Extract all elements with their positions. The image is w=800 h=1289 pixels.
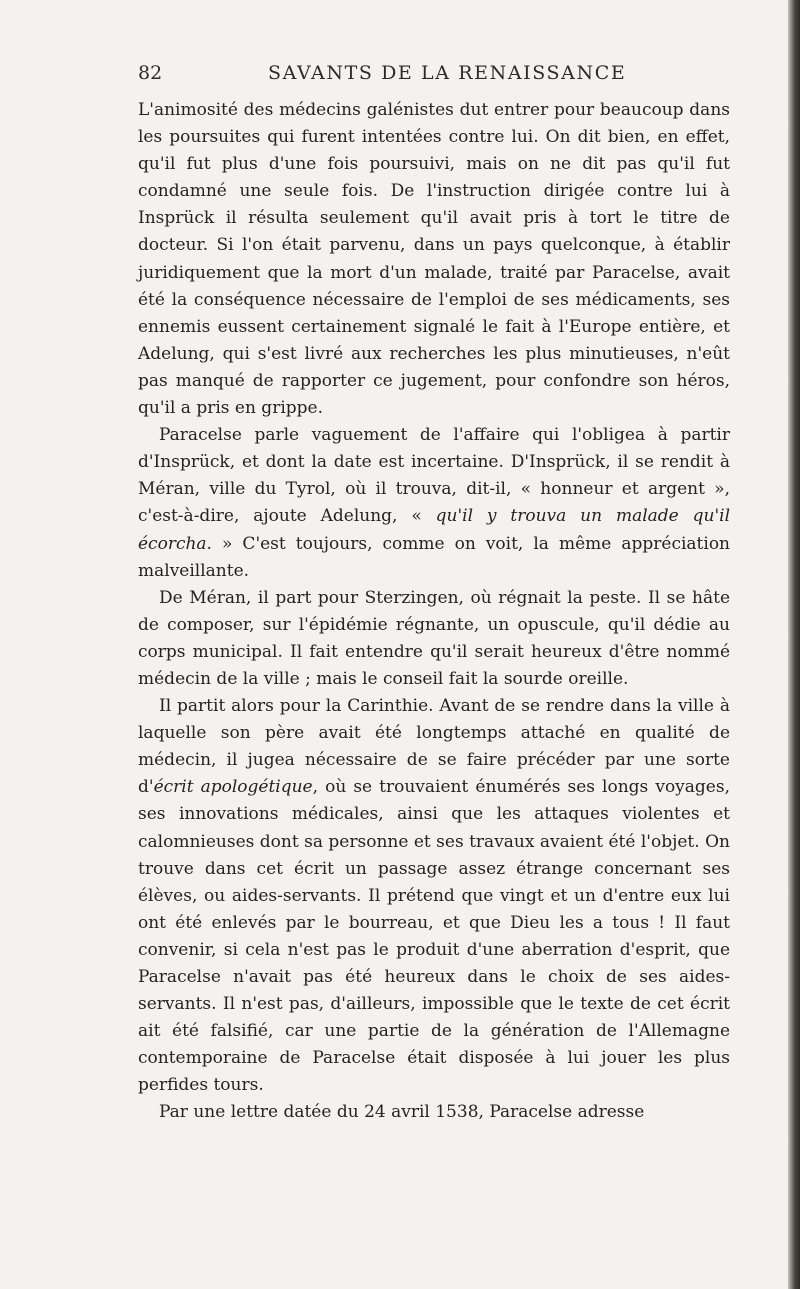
paragraph-4-text-a: Il partit alors pour la Carinthie. Avant de se rendre dans la ville à laquelle son père avait été longtemps attaché en qualité de médecin, il jugea nécessaire de se faire précéder par une sorte d'	[138, 696, 730, 798]
page-header	[138, 62, 718, 90]
paragraph-2-text-a: Paracelse parle vaguement de l'affaire qui l'obligea à partir d'Insprück, et dont la date est incertaine. D'Insprück, il se rendit à Méran, ville du Tyrol, où il trouva, dit-il, « honneur et argent », c'est-à-dire, ajoute Adelung, «	[138, 425, 730, 527]
paragraph-4-text-b: , où se trouvaient énumérés ses longs voyages, ses innovations médicales, ainsi que les attaques violentes et calomnieuses dont sa personne et ses travaux avaient été l'objet. On trouve dans cet écrit un passage assez étrange concernant ses élèves, ou aides-servants. Il prétend que vingt et un d'entre eux lui ont été enlevés par le bourreau, et que Dieu les a tous ! Il faut convenir, si cela n'est pas le produit d'une aberration d'esprit, que Paracelse n'avait pas été heureux dans le choix de ses aides-servants. Il n'est pas, d'ailleurs, impossible que le texte de cet écrit ait été falsifié, car une partie de la génération de l'Allemagne contemporaine de Paracelse était disposée à lui jouer les plus perfides tours.	[138, 777, 730, 1096]
paragraph-2-text-b: » C'est toujours, comme on voit, la même appréciation malveillante.	[138, 533, 730, 581]
paragraph-2-quote: qu'il y trouva un malade qu'il écorcha.	[138, 506, 730, 554]
paragraph-4	[138, 693, 730, 1099]
paragraph-3: De Méran, il part pour Sterzingen, où régnait la peste. Il se hâte de composer, sur l'épidémie régnante, un opuscule, qu'il dédie au corps municipal. Il fait entendre qu'il serait heureux d'être nommé médecin de la ville ; mais le conseil fait la sourde oreille.	[138, 587, 730, 689]
paragraph-4-title: écrit apologétique	[153, 777, 313, 798]
page-number: 82	[138, 62, 163, 84]
running-title: SAVANTS DE LA RENAISSANCE	[268, 62, 627, 84]
paragraph-2	[138, 422, 730, 585]
book-spine-edge	[788, 0, 800, 1289]
paragraph-5: Par une lettre datée du 24 avril 1538, Paracelse adresse	[159, 1102, 645, 1123]
body-text	[138, 97, 730, 1127]
paragraph-1: L'animosité des médecins galénistes dut entrer pour beaucoup dans les poursuites qui furent intentées contre lui. On dit bien, en effet, qu'il fut plus d'une fois poursuivi, mais on ne dit pas qu'il fut condamné une seule fois. De l'instruction dirigée contre lui à Insprück il résulta seulement qu'il avait pris à tort le titre de docteur. Si l'on était parvenu, dans un pays quelconque, à établir juridiquement que la mort d'un malade, traité par Paracelse, avait été la conséquence nécessaire de l'emploi de ses médicaments, ses ennemis eussent certainement signalé le fait à l'Europe entière, et Adelung, qui s'est livré aux recherches les plus minutieuses, n'eût pas manqué de rapporter ce jugement, pour confondre son héros, qu'il a pris en grippe.	[138, 100, 730, 419]
